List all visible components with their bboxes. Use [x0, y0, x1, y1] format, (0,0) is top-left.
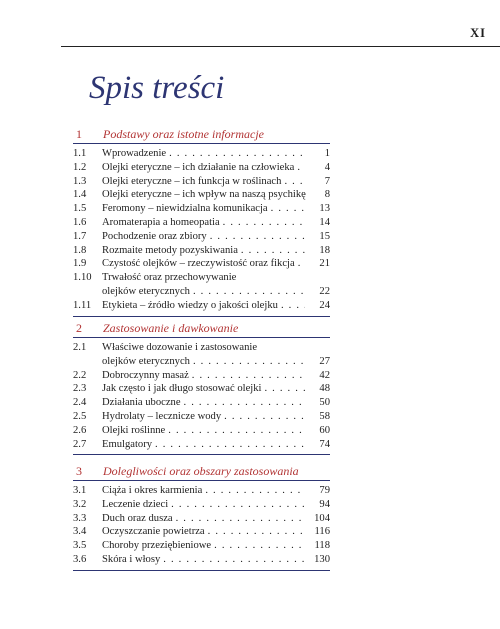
entry-title: Emulgatory	[102, 438, 153, 450]
toc-entry[interactable]	[73, 369, 330, 383]
entry-page-number: 21	[319, 258, 330, 270]
entry-title: Pochodzenie oraz zbiory	[102, 230, 207, 242]
entry-number: 1.10	[73, 272, 92, 284]
toc-entry[interactable]	[73, 230, 330, 244]
entry-page-number: 116	[314, 526, 330, 538]
entry-title: Czystość olejków – rzeczywistość oraz fikcja	[102, 258, 295, 270]
entry-number: 1.1	[73, 148, 87, 159]
toc-entry[interactable]	[73, 553, 330, 567]
dot-leader	[163, 553, 305, 567]
entry-number: 2.1	[73, 342, 87, 353]
dot-leader	[176, 512, 305, 526]
entry-page-number: 7	[324, 175, 330, 187]
toc-entry[interactable]	[73, 299, 330, 313]
toc-entry[interactable]	[73, 257, 330, 271]
section-entries	[73, 338, 330, 455]
dot-leader	[208, 525, 305, 539]
entry-title: Ciąża i okres karmienia	[102, 485, 203, 496]
entry-title: Rozmaite metody pozyskiwania	[102, 244, 238, 256]
entry-page-number: 58	[319, 410, 330, 422]
entry-page-number: 1	[324, 148, 330, 159]
toc-entry[interactable]	[73, 216, 330, 230]
entry-title: Hydrolaty – lecznicze wody	[102, 410, 222, 422]
entry-title: Dobroczynny masaż	[102, 369, 189, 381]
dot-leader	[223, 216, 305, 230]
entry-title: Aromaterapia a homeopatia	[102, 216, 220, 228]
toc-section	[73, 321, 330, 455]
page-number: XI	[470, 26, 486, 40]
entry-page-number: 14	[319, 216, 330, 228]
entry-page-number: 48	[319, 383, 330, 395]
entry-page-number: 118	[314, 540, 330, 552]
section-title: Dolegliwości oraz obszary zastosowania	[103, 464, 299, 478]
entry-page-number: 104	[314, 512, 330, 524]
dot-leader	[168, 424, 305, 438]
toc-entry[interactable]	[73, 410, 330, 424]
toc-entry[interactable]	[73, 484, 330, 498]
toc-entry[interactable]	[73, 244, 330, 258]
entry-title: Olejki eteryczne – ich funkcja w roślinach	[102, 175, 282, 187]
toc-entry[interactable]	[73, 396, 330, 410]
entry-number: 2.3	[73, 383, 87, 395]
entry-number: 3.1	[73, 485, 87, 496]
entry-title: Działania uboczne	[102, 397, 181, 409]
entry-number: 3.2	[73, 498, 87, 510]
dot-leader	[284, 175, 305, 189]
section-number: 2	[76, 321, 82, 335]
entry-number: 1.2	[73, 161, 87, 173]
section-entries	[73, 481, 330, 571]
entry-title: Olejki eteryczne – ich działanie na człowieka	[102, 161, 295, 173]
entry-title: Jak często i jak długo stosować olejki	[102, 383, 262, 395]
toc-entry[interactable]	[73, 498, 330, 512]
entry-number: 1.7	[73, 230, 87, 242]
header-rule	[61, 46, 500, 47]
entry-number: 1.3	[73, 175, 87, 187]
entry-number: 1.9	[73, 258, 87, 270]
section-number: 3	[76, 464, 82, 478]
entry-page-number: 18	[319, 244, 330, 256]
entry-title: Wprowadzenie	[102, 148, 167, 159]
entry-number: 3.5	[73, 540, 87, 552]
section-heading	[73, 464, 330, 481]
toc-entry[interactable]	[73, 341, 330, 369]
dot-leader	[193, 285, 305, 299]
toc-entry[interactable]	[73, 202, 330, 216]
entry-title: Etykieta – źródło wiedzy o jakości olejku	[102, 299, 278, 311]
toc-entry[interactable]	[73, 161, 330, 175]
entry-title: olejków eterycznych	[102, 285, 190, 297]
dot-leader	[214, 539, 305, 553]
toc-title: Spis treści	[89, 70, 225, 106]
entry-page-number: 22	[319, 285, 330, 297]
entry-number: 3.6	[73, 553, 87, 565]
toc-entry[interactable]	[73, 438, 330, 452]
entry-number: 3.4	[73, 526, 87, 538]
dot-leader	[155, 438, 305, 452]
section-title: Podstawy oraz istotne informacje	[103, 127, 264, 141]
section-entries	[73, 144, 330, 317]
entry-number: 2.7	[73, 438, 87, 450]
section-title: Zastosowanie i dawkowanie	[103, 321, 239, 335]
entry-number: 1.11	[73, 299, 92, 311]
entry-page-number: 60	[319, 424, 330, 436]
toc-entry[interactable]	[73, 539, 330, 553]
entry-number: 1.4	[73, 189, 87, 201]
entry-number: 2.5	[73, 410, 87, 422]
dot-leader	[264, 382, 305, 396]
dot-leader	[193, 355, 305, 369]
toc-entry[interactable]	[73, 147, 330, 161]
entry-number: 2.6	[73, 424, 87, 436]
entry-page-number: 15	[319, 230, 330, 242]
entry-number: 1.8	[73, 244, 87, 256]
dot-leader	[169, 147, 305, 161]
dot-leader	[171, 498, 305, 512]
toc-entry[interactable]	[73, 188, 330, 202]
toc-entry[interactable]	[73, 512, 330, 526]
entry-page-number: 79	[319, 485, 330, 496]
entry-title: Skóra i włosy	[102, 553, 161, 565]
toc-entry[interactable]	[73, 382, 330, 396]
entry-title: Olejki roślinne	[102, 424, 166, 436]
entry-title: Trwałość oraz przechowywanie	[102, 272, 237, 284]
entry-page-number: 8	[324, 189, 330, 201]
dot-leader	[241, 244, 305, 258]
entry-number: 1.5	[73, 203, 87, 215]
dot-leader	[184, 396, 305, 410]
entry-page-number: 42	[319, 369, 330, 381]
toc-entry[interactable]	[73, 271, 330, 299]
dot-leader	[205, 484, 305, 498]
section-heading	[73, 127, 330, 144]
entry-number: 2.4	[73, 397, 87, 409]
dot-leader	[271, 202, 305, 216]
dot-leader	[210, 230, 305, 244]
entry-number: 2.2	[73, 369, 87, 381]
entry-page-number: 13	[319, 203, 330, 215]
entry-number: 1.6	[73, 216, 87, 228]
dot-leader	[297, 161, 305, 175]
entry-title: Oczyszczanie powietrza	[102, 526, 205, 538]
entry-page-number: 130	[314, 553, 330, 565]
toc-section	[73, 127, 330, 317]
section-heading	[73, 321, 330, 338]
entry-page-number: 4	[324, 161, 330, 173]
entry-page-number: 27	[319, 355, 330, 367]
entry-page-number: 24	[319, 299, 330, 311]
dot-leader	[298, 257, 305, 271]
entry-page-number: 74	[319, 438, 330, 450]
toc-entry[interactable]	[73, 525, 330, 539]
section-number: 1	[76, 127, 82, 141]
entry-title: Olejki eteryczne – ich wpływ na naszą psychikę	[102, 189, 306, 201]
dot-leader	[192, 369, 305, 383]
entry-title: Duch oraz dusza	[102, 512, 173, 524]
entry-title: Feromony – niewidzialna komunikacja	[102, 203, 268, 215]
entry-page-number: 94	[319, 498, 330, 510]
entry-title: Leczenie dzieci	[102, 498, 169, 510]
entry-title: Właściwe dozowanie i zastosowanie	[102, 342, 258, 353]
toc-entry[interactable]	[73, 424, 330, 438]
toc-section	[73, 464, 330, 571]
entry-title: Choroby przeziębieniowe	[102, 540, 212, 552]
entry-page-number: 50	[319, 397, 330, 409]
entry-number: 3.3	[73, 512, 87, 524]
entry-title: olejków eterycznych	[102, 355, 190, 367]
toc-entry[interactable]	[73, 175, 330, 189]
dot-leader	[224, 410, 305, 424]
dot-leader	[281, 299, 305, 313]
